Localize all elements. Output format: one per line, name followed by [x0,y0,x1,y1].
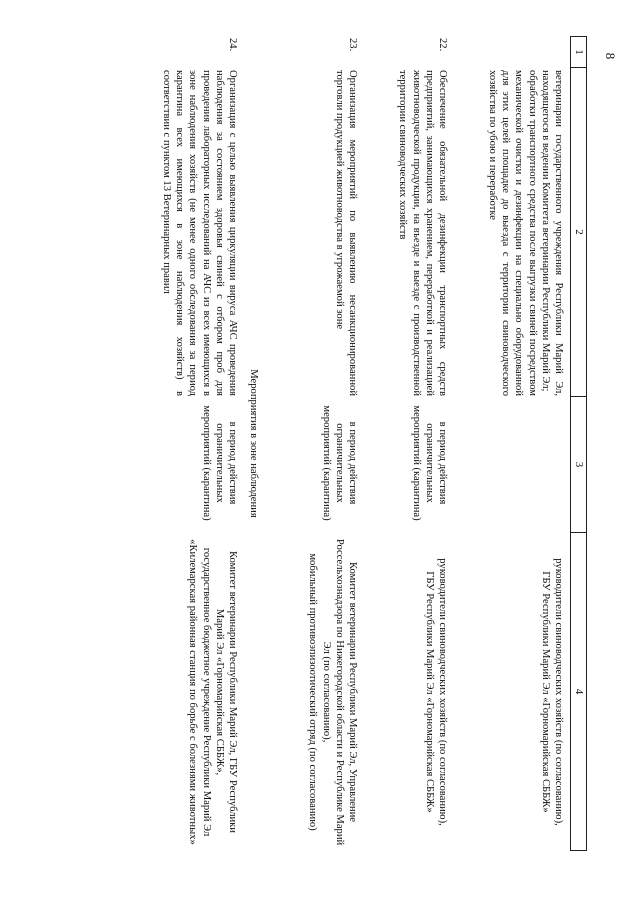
row-period: в период действия ограничительных мероприятий (карантина) [410,405,448,521]
row-responsible [423,536,449,848]
section-heading: Мероприятия в зоне наблюдения [248,369,259,518]
header-cell-1: 1 [570,36,587,68]
row-responsible [306,536,359,848]
row-period: в период действия ограничительных мероприятий (карантина) [200,405,238,521]
row-responsible [186,536,239,848]
continuation-text-1: ветеринарии государственного учреждения Республики Марий Эл, находящегося в ведении Комитета ветеринарии Республики Марий Эл; [539,70,564,396]
continuation-description [486,70,565,396]
row-resp-1: Комитет ветеринарии Республики Марий Эл, ГБУ Республики Марий Эл «Горномарийская СББЖ», [213,551,238,833]
row-resp-2: ГБУ Республики Марий Эл «Горномарийская СББЖ» [423,571,435,813]
row-resp-2: мобильный противоэпизоотический отряд (по согласованию) [307,553,319,831]
row-description: Организация с целью выявления циркуляции вируса АЧС проведения наблюдения за состоянием здоровья свиней с отбором проб для проведения лабораторных исследований на АЧС из всех имеющихся в зоне наблюдения хозяйств (не менее одного обследования за период карантина всех имеющихся в зоне наблюдения хозяйств) в соответствии с пунктом 13 Ветеринарных правил [160,70,238,396]
continuation-responsible [539,536,565,848]
rotated-table-sheet [66,36,587,851]
page-number: 8 [603,52,618,60]
row-description: Организация мероприятий по выявлению несанкционированной торговли продукцией животноводства в угрожаемой зоне [333,70,358,396]
header-cell-4: 4 [570,532,587,851]
row-number: 22. [437,38,448,52]
row-period: в период действия ограничительных мероприятий (карантина) [320,405,358,521]
continuation-resp-1: руководители свиноводческих хозяйств (по согласованию), [553,558,564,826]
row-number: 24. [227,38,238,52]
row-resp-1: Комитет ветеринарии Республики Марий Эл, Управление Россельхознадзора по Нижегородской области и Республике Марий Эл (по согласованию), [320,538,358,846]
row-resp-2: государственное бюджетное учреждение Республики Марий Эл «Килемарская районная станция по борьбе с болезнями животных» [187,539,212,845]
header-cell-2: 2 [570,67,587,397]
row-number: 23. [347,38,358,52]
continuation-resp-2: ГБУ Республики Марий Эл «Горномарийская СББЖ» [539,571,551,813]
row-description: Обеспечение обязательной дезинфекции транспортных средств предприятий, занимающихся хранением, переработкой и реализацией животноводческой продукции, на въезде и выезде с производственной территории свиноводческих хозяйств [397,70,448,396]
row-resp-1: руководители свиноводческих хозяйств (по согласованию), [437,558,448,826]
header-cell-3: 3 [570,396,587,533]
continuation-text-2: обработки транспортного средства после выгрузки свиней посредством механической очистки и дезинфекции на специально оборудованной для этих целей площадке до выезда с территории свиноводческого хозяйства по убою и переработке [486,70,538,396]
